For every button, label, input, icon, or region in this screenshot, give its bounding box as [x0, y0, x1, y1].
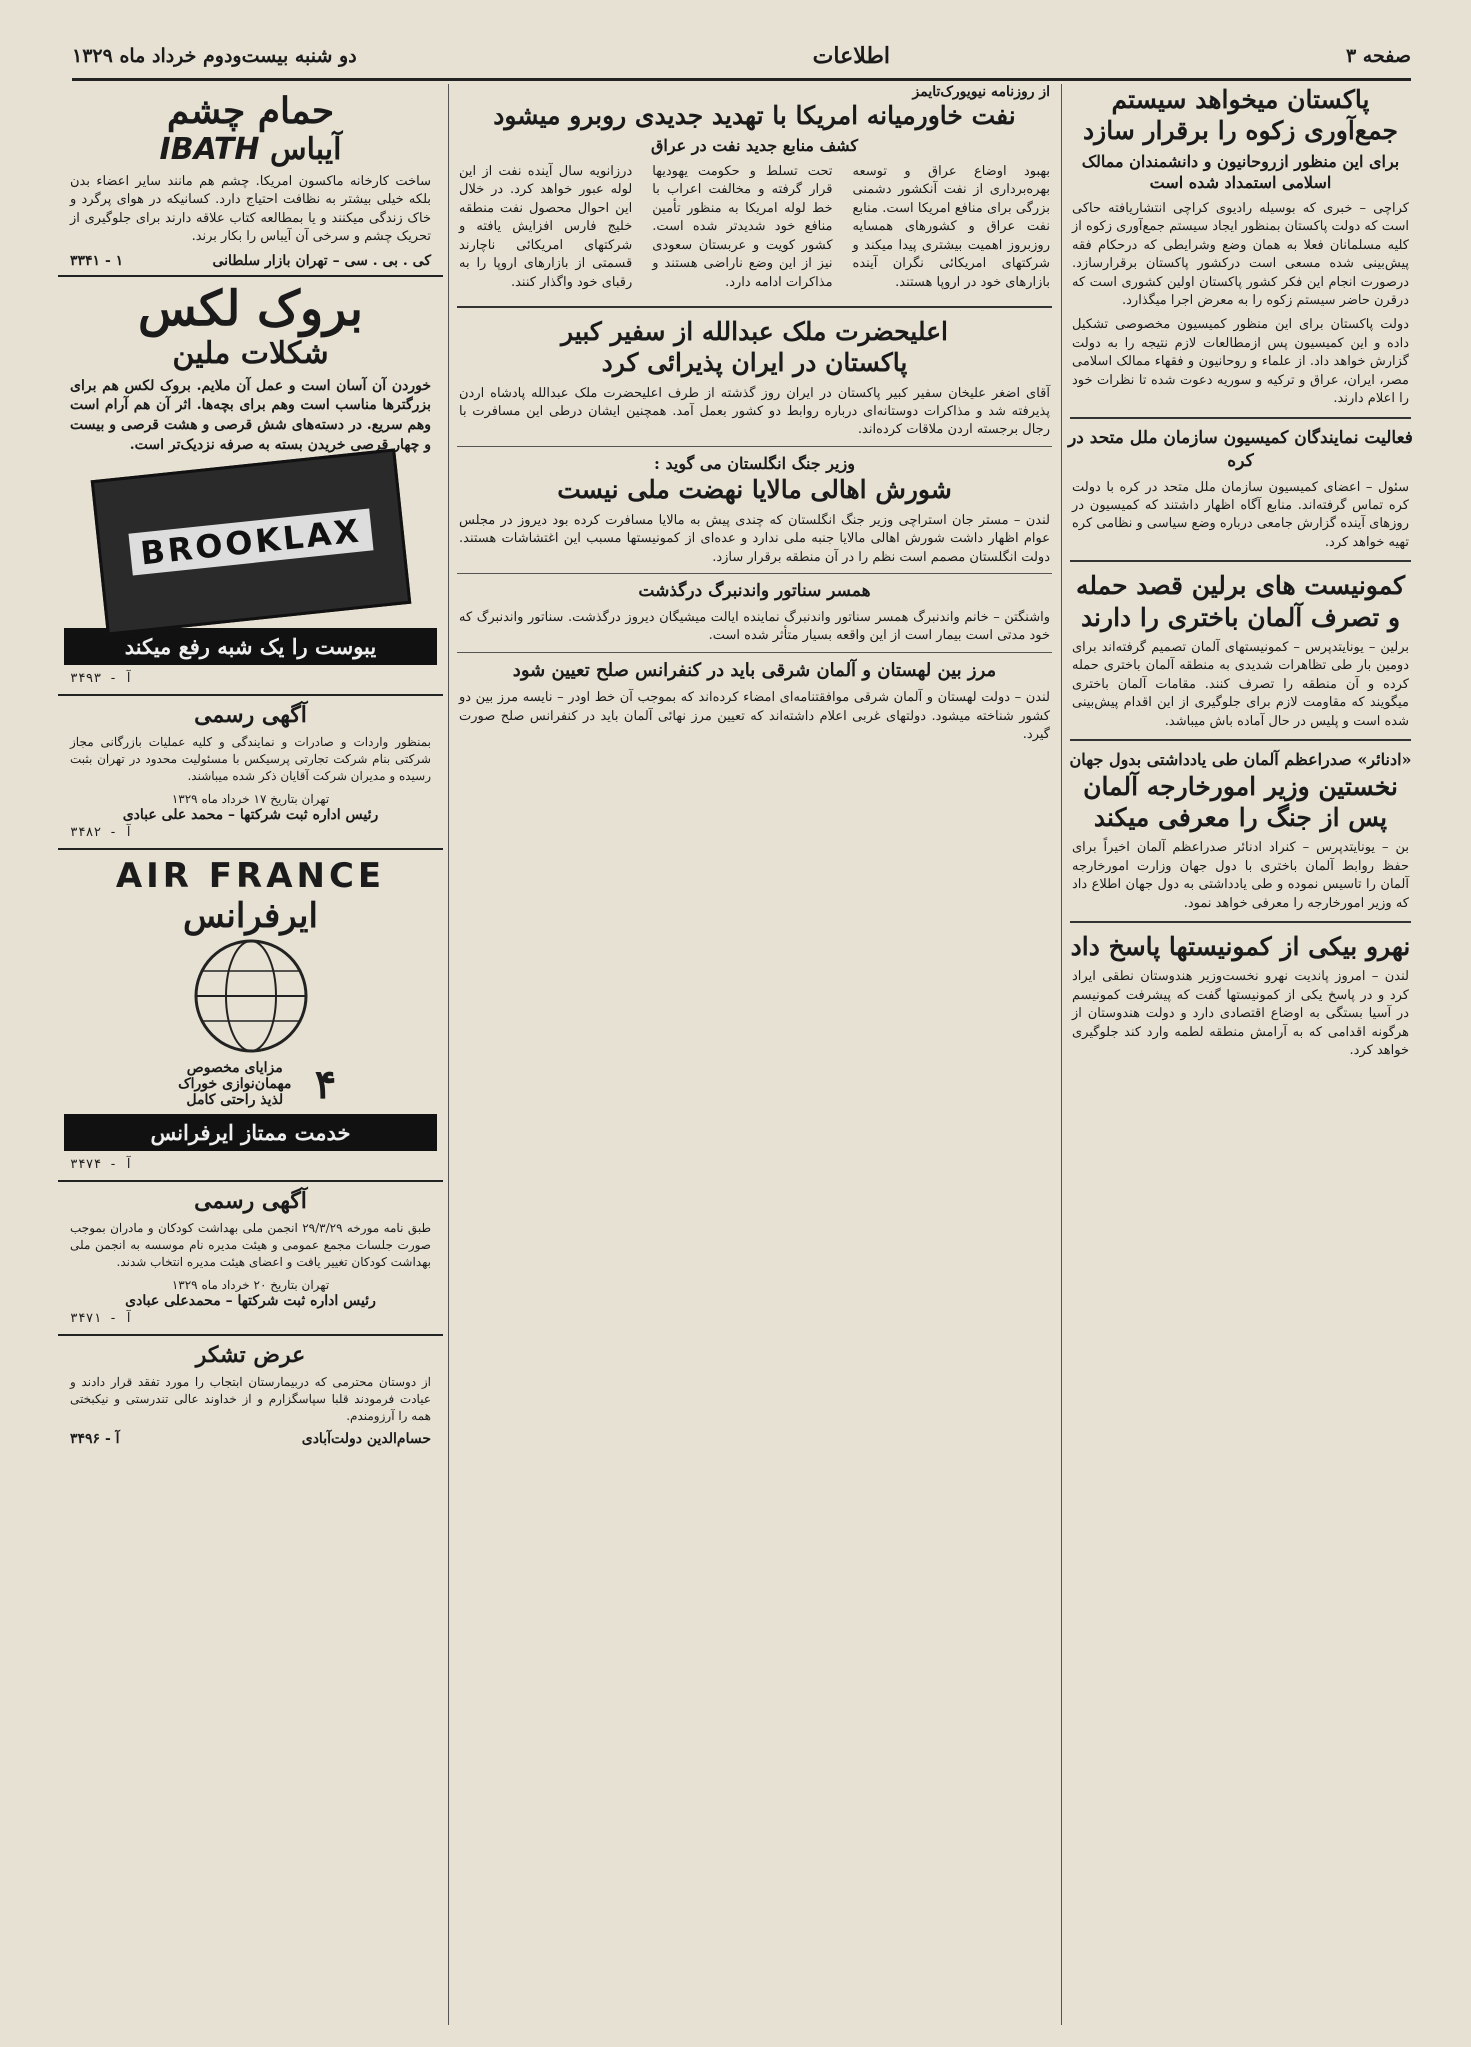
ad-ibath-footer: کی . بی . سی – تهران بازار سلطانی — [212, 252, 431, 269]
ad-official-1-code: آ - ۳۴۸۲ — [70, 825, 133, 841]
headline-malaya: شورش اهالی مالایا نهضت ملی نیست — [557, 475, 952, 505]
divider — [1070, 560, 1411, 562]
brooklax-tin-label: BROOKLAX — [128, 509, 373, 576]
article-adenauer-body: بن – یونایتدپرس – کنراد ادنائر صدراعظم آلمان اخیراً برای حفظ روابط آلمان باختری با دول جهان وزارت امورخارجه آلمان را تاسیس نموده و طی یادداشتی به دول جهان اطلاع داد که وزیر امورخارجه را معرفی خواهد نمود. — [1072, 840, 1409, 911]
headline-oil: نفت خاورمیانه امریکا با تهدید جدیدی روبرو میشود — [493, 101, 1016, 130]
globe-icon — [141, 936, 361, 1056]
ad-brooklax-bar: یبوست را یک شبه رفع میکند — [64, 628, 437, 665]
ad-official-2 — [58, 1182, 443, 1336]
kicker-adenauer: «ادنائر» صدراعظم آلمان طی یادداشتی بدول جهان — [1069, 750, 1412, 770]
air-france-features: مزایای مخصوص مهمان‌نوازی خوراک لذیذ راحتی کامل — [178, 1060, 292, 1109]
ad-thanks-code: آ - ۳۴۹۶ — [70, 1430, 120, 1447]
ad-brooklax-code: آ - ۳۴۹۳ — [70, 671, 133, 687]
air-france-brand: AIR FRANCE — [115, 856, 386, 897]
divider — [457, 446, 1052, 447]
oil-body-col-2: تحت تسلط و حکومت یهودیها قرار گرفته و مخالفت اعراب با خط لوله امریکا به منظور تأمین منافع خود شدیدتر شده است. کشور کویت و عربستان سعودی نیز از این وضع ناراضی هستند و مذاکرات ادامه دارد. — [652, 163, 833, 290]
ad-official-2-sign: رئیس اداره ثبت شرکتها – محمدعلی عبادی — [125, 1293, 376, 1310]
ad-official-2-body: طبق نامه مورخه ۲۹/۳/۲۹ انجمن ملی بهداشت کودکان و مادران بموجب صورت جلسات مجمع عمومی و هیئت مدیره نام موسسه به انجمن ملی بهداشت کودکان تغییر یافت و اعضای هیئت مدیره انتخاب شدند. — [70, 1221, 431, 1269]
oil-article-columns — [453, 157, 1056, 298]
ad-official-2-code: آ - ۳۴۷۱ — [70, 1311, 133, 1327]
ad-brooklax — [58, 277, 443, 696]
headline-vandenberg: همسر سناتور واندنبرگ درگذشت — [638, 581, 871, 602]
divider — [1070, 417, 1411, 419]
ad-official-1-title: آگهی رسمی — [194, 702, 307, 729]
ad-ibath-body: ساخت کارخانه ماکسون امریکا. چشم هم مانند سایر اعضاء بدن بلکه خیلی بیشتر به نظافت احتیاج دارد. کسانیکه در هوای پرگرد و خاک زندگی میکنند و یا بمطالعه کتاب علاقه دارند برای جلوگیری از تحریک چشم و سرخی آن آیباس را بکار برند. — [70, 174, 431, 245]
headline-berlin: کمونیست های برلین قصد حمله و تصرف آلمان باختری را دارند — [1075, 571, 1406, 632]
ad-brooklax-body: خوردن آن آسان است و عمل آن ملایم. بروک لکس هم برای بزرگترها مناسب است وهم برای بچه‌ها. اثر آن هم آرام است وهم سریع. در دسته‌های شش قرصی و هشت قرصی و بیست و چهار قرصی خریدن بسته به صرفه نزدیک‌تر است. — [70, 377, 431, 454]
headline-nehru: نهرو بیکی از کمونیستها پاسخ داد — [1070, 932, 1411, 962]
ad-air-france — [58, 850, 443, 1182]
air-france-bar: خدمت ممتاز ایرفرانس — [64, 1114, 437, 1151]
page-number: صفحه ۳ — [1345, 45, 1411, 67]
masthead — [72, 34, 1411, 81]
ad-thanks-sign: حسام‌الدین دولت‌آبادی — [301, 1430, 431, 1447]
divider — [1070, 739, 1411, 741]
article-vandenberg-body: واشنگتن – خانم واندنبرگ همسر سناتور واندنبرگ نماینده ایالت میشیگان دیروز درگذشت. سناتور واندنبرگ که خود مدتی است بیمار است از این واقعه بسیار متأثر شده است. — [459, 610, 1050, 644]
ad-ibath-title: حمام چشم — [166, 90, 335, 132]
article-nehru-body: لندن – امروز پاندیت نهرو نخست‌وزیر هندوستان نطقی ایراد کرد و در پاسخ یکی از کمونیستها گفت که پیشرفت کمونیسم در آسیا بستگی به اوضاع اقتصادی دارد و دولت هندوستان از هرگونه اقدامی که به آرامش منطقه لطمه وارد کند جلوگیری خواهد کرد. — [1072, 969, 1409, 1059]
headline-poland-border: مرز بین لهستان و آلمان شرقی باید در کنفرانس صلح تعیین شود — [512, 659, 997, 681]
article-poland-border-body: لندن – دولت لهستان و آلمان شرقی موافقتنامه‌ای امضاء کرده‌اند که بموجب آن خط اودر – نایسه مرز بین دو کشور شناخته میشود. دولتهای غربی اعلام داشته‌اند که تعیین مرز نهائی آلمان باید در کنفرانس صلح صورت گیرد. — [459, 690, 1050, 743]
issue-date: دو شنبه بیست‌ودوم خرداد ماه ۱۳۲۹ — [72, 45, 357, 67]
divider — [1070, 921, 1411, 923]
air-france-brand-fa: ایرفرانس — [183, 896, 318, 937]
column-rule — [1061, 84, 1062, 2025]
ad-ibath-code: ۱ - ۳۳۴۱ — [70, 252, 124, 269]
divider — [457, 306, 1052, 308]
left-column-ads — [58, 84, 443, 2025]
ad-ibath — [58, 84, 443, 277]
brooklax-tin-image — [90, 449, 411, 636]
article-korea-body: سئول – اعضای کمیسیون سازمان ملل متحد در کره با دولت کره تماس گرفته‌اند. منابع آگاه اظهار داشتند که کمیسیون در روزهای آینده گزارش جامعی درباره وضع سیاسی و نظامی کره تهیه خواهد کرد. — [1072, 479, 1409, 550]
headline-king-abdullah: اعلیحضرت ملک عبدالله از سفیر کبیر — [561, 317, 948, 347]
headline-king-abdullah-2: پاکستان در ایران پذیرائی کرد — [601, 348, 908, 378]
headline-zakat: پاکستان میخواهد سیستم جمع‌آوری زکوه را برقرار سازد — [1083, 85, 1398, 146]
headline-adenauer: نخستین وزیر امورخارجه آلمان پس از جنگ را معرفی میکند — [1083, 771, 1398, 832]
article-king-abdullah-body: آقای اضغر علیخان سفیر کبیر پاکستان در ایران روز گذشته از طرف اعلیحضرت ملک عبدالله پادشاه اردن پذیرفته شد و مذاکرات دوستانه‌ای درباره روابط دو کشور بعمل آمد. همچنین ایشان درطی این مسافرت با رجال برجسته اردن ملاقات کرده‌اند. — [459, 385, 1050, 438]
article-zakat-body-2: دولت پاکستان برای این منظور کمیسیون مخصوصی تشکیل داده و این کمیسیون پس ازمطالعات لازم نتیجه را به دولت گزارش خواهد داد. از علماء و روحانیون و فقهاء ممالک اسلامی مصر، ایران، عراق و ترکیه و سوریه دعوت شده تا نظرات خود را اعلام دارند. — [1072, 317, 1409, 407]
ad-thanks — [58, 1336, 443, 1452]
subhead-zakat: برای این منظور ازروحانیون و دانشمندان ممالک اسلامی استمداد شده است — [1081, 151, 1400, 193]
ad-official-2-date: تهران بتاریخ ۲۰ خرداد ماه ۱۳۲۹ — [171, 1277, 330, 1292]
right-column — [1066, 84, 1415, 2025]
headline-korea: فعالیت نمایندگان کمیسیون سازمان ملل متحد در کره — [1068, 427, 1413, 471]
divider — [457, 652, 1052, 653]
divider — [457, 573, 1052, 574]
paper-name: اطلاعات — [812, 43, 890, 69]
ad-official-1-sign: رئیس اداره ثبت شرکتها – محمد علی عبادی — [122, 807, 379, 824]
kicker-nyt: از روزنامه نیویورک‌تایمز — [912, 84, 1050, 100]
ad-thanks-body: از دوستان محترمی که دربیمارستان ابتجاب را مورد تفقد قرار دادند و عیادت فرمودند قلبا سپاسگزارم و از خداوند عالی تندرستی و نیکبختی همه را آرزومندم. — [70, 1375, 431, 1424]
article-berlin-body: برلین – یونایتدپرس – کمونیستهای آلمان تصمیم گرفته‌اند برای دومین بار طی تظاهرات شدیدی به منطقه آلمان باختری حمله کرده و آن منطقه را تصرف کنند. مقامات آلمان باختری میگویند که مقاومت لازم برای جلوگیری از این اقدام پیش‌بینی شده است و پلیس در حال آماده باش میباشد. — [1072, 639, 1409, 729]
ad-official-1-body: بمنظور واردات و صادرات و نمایندگی و کلیه عملیات بازرگانی مجاز شرکتی بنام شرکت تجارتی پرسیکس با مسئولیت محدود در تهران بثبت رسیده و مدیران شرکت آقایان ذکر شده میباشند. — [70, 735, 431, 783]
middle-column — [453, 84, 1056, 2025]
oil-body-col-3: درزانویه سال آینده نفت از این لوله عبور خواهد کرد. در خلال این احوال محصول نفت منطقه خلیج فارس افزایش یافته و شرکتهای امریکائی ناچارند قسمتی از بازارهای اروپا را به رقبای خود واگذار کنند. — [459, 163, 633, 290]
article-malaya-body: لندن – مستر جان استراچی وزیر جنگ انگلستان که چندی پیش به مالایا مسافرت کرده بود دیروز در مجلس عوام اظهار داشت شورش اهالی مالایا جنبه ملی ندارد و عده‌ای از کمونیستها مسبب این اغتشاشات هستند. دولت انگلستان مصمم است نظم را در آن منطقه برقرار سازد. — [459, 512, 1050, 565]
subhead-oil: کشف منابع جدید نفت در عراق — [650, 136, 859, 156]
ad-ibath-brand-fa: آیباس — [269, 132, 342, 167]
column-rule — [448, 84, 449, 2025]
ad-official-1-date: تهران بتاریخ ۱۷ خرداد ماه ۱۳۲۹ — [171, 791, 330, 806]
oil-body-col-1: بهبود اوضاع عراق و توسعه بهره‌برداری از نفت آنکشور دشمنی بزرگی برای منافع امریکا است. منابع نفت عراق و کشورهای همسایه روزبروز اهمیت بیشتری پیدا میکند و شرکتهای امریکائی نگران آینده بازارهای خود در اروپا هستند. — [852, 163, 1050, 290]
ad-official-1 — [58, 696, 443, 850]
article-zakat-body: کراچی – خبری که بوسیله رادیوی کراچی انتشاریافته حاکی است که دولت پاکستان بمنظور ایجاد سیستم جمع‌آوری زکوه از کلیه مسلمانان فعلا به همان وضع وشرایطی که درحکام فقه پیش‌بینی شده مسعی است درکشور پاکستان برقرارسازد. درصورت انجام این فکر کشور پاکستان اولین کشوری است که درقرن حاضر سیستم زکوه را به معرض اجرا میگذارد. — [1072, 200, 1409, 308]
ad-brooklax-title: بروک لکس — [137, 280, 364, 337]
air-france-badge-number: ۴ — [314, 1060, 337, 1108]
kicker-malaya: وزیر جنگ انگلستان می گوید : — [654, 453, 855, 473]
ad-official-2-title: آگهی رسمی — [194, 1188, 307, 1215]
air-france-code: آ - ۳۴۷۴ — [70, 1157, 133, 1173]
ad-thanks-title: عرض تشکر — [195, 1342, 306, 1369]
ad-ibath-brand-en: IBATH — [159, 132, 260, 167]
ad-brooklax-sub: شکلات ملین — [172, 335, 329, 371]
